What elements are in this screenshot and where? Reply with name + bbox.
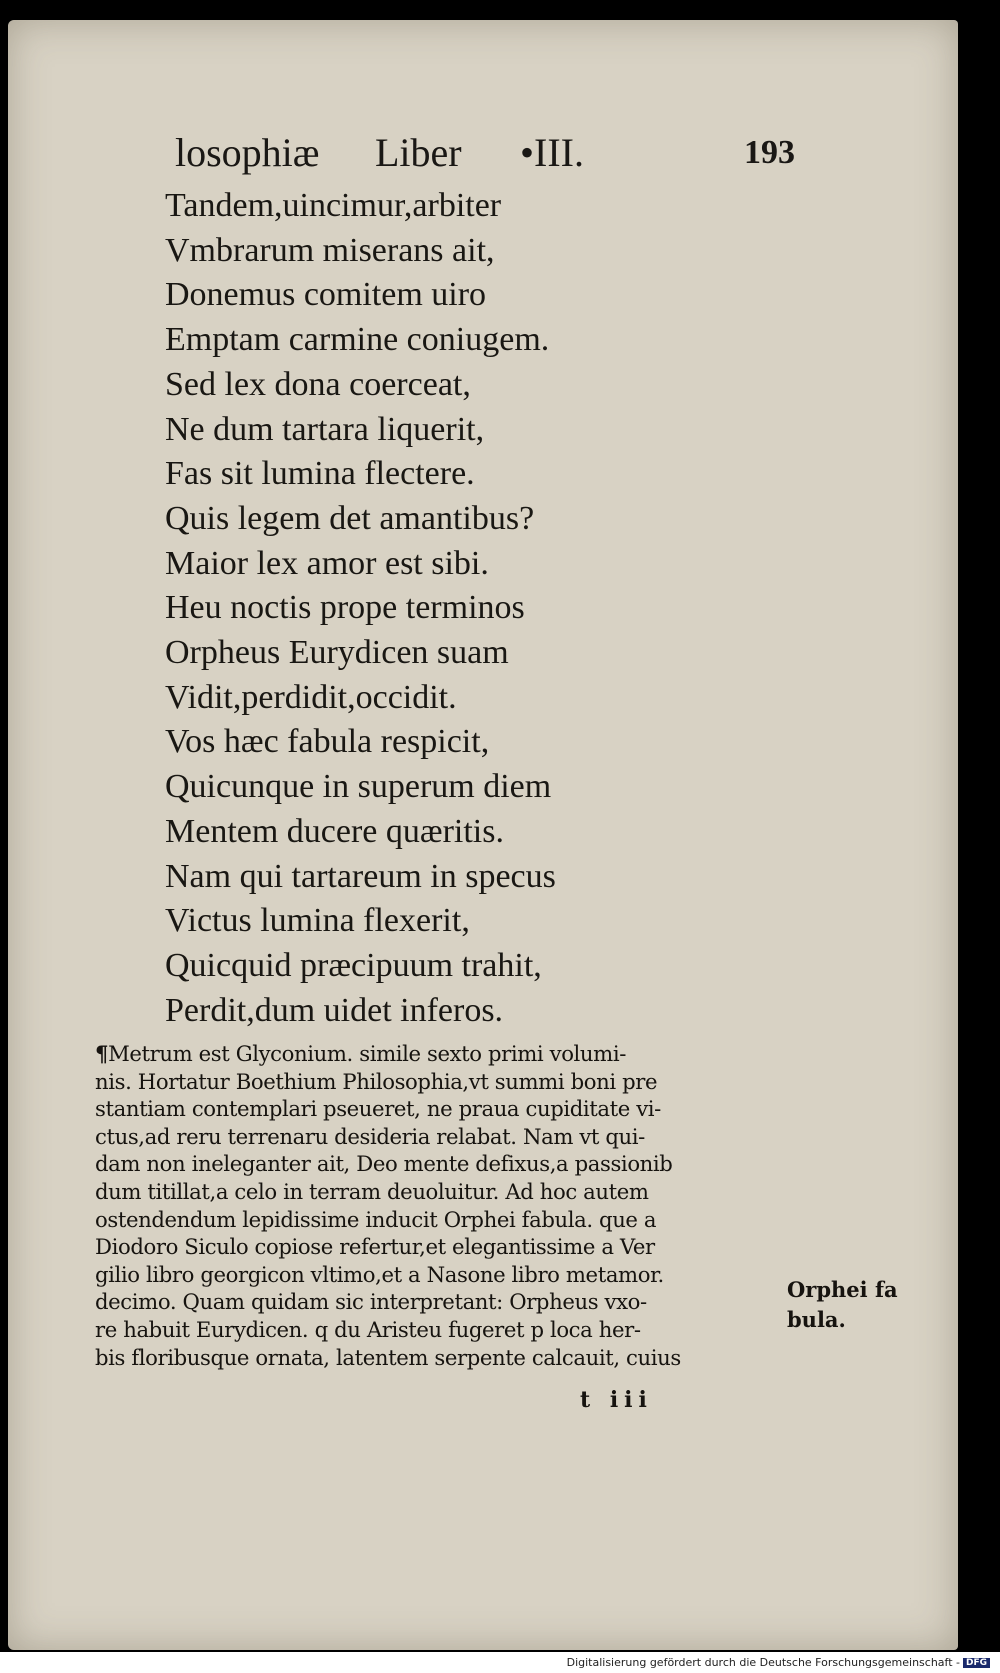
credit-text: Digitalisierung gefördert durch die Deutsche Forschungsgemeinschaft - — [566, 1656, 960, 1669]
verse-line: Quicquid præcipuum trahit, — [165, 946, 542, 984]
commentary-line: stantiam contemplari pseueret, ne praua cupiditate vi- — [95, 1096, 661, 1122]
commentary-line: nis. Hortatur Boethium Philosophia,vt summi boni pre — [95, 1068, 658, 1094]
verse-line: Sed lex dona coerceat, — [165, 365, 471, 403]
commentary-block — [95, 1040, 805, 1371]
verse-block — [165, 184, 685, 1033]
book-label: Liber — [375, 130, 462, 175]
commentary-line: decimo. Quam quidam sic interpretant: Orpheus vxo- — [95, 1289, 647, 1315]
verse-line: Ne dum tartara liquerit, — [165, 410, 485, 448]
running-title: losophiæ — [175, 130, 320, 175]
commentary-line: dum titillat,a celo in terram deuoluitur. Ad hoc autem — [95, 1178, 649, 1204]
digitization-credit — [567, 1656, 990, 1669]
commentary-line-text: Metrum est Glyconium. simile sexto primi volumi- — [108, 1041, 626, 1066]
commentary-line — [95, 1040, 805, 1068]
margin-note — [787, 1275, 898, 1335]
verse-line: Perdit,dum uidet inferos. — [165, 991, 504, 1029]
verse-line: Orpheus Eurydicen suam — [165, 634, 509, 672]
verse-line: Mentem ducere quæritis. — [165, 812, 504, 850]
verse-line: Donemus comitem uiro — [165, 276, 487, 314]
verse-line: Nam qui tartareum in specus — [165, 857, 556, 895]
verse-line: Victus lumina flexerit, — [165, 902, 470, 940]
running-header — [175, 128, 795, 178]
pilcrow-mark: ¶ — [95, 1041, 109, 1066]
signature-mark: t iii — [580, 1387, 653, 1413]
commentary-line: re habuit Eurydicen. q du Aristeu fugeret p loca her- — [95, 1316, 641, 1342]
commentary-line: ostendendum lepidissime inducit Orphei fabula. que a — [95, 1206, 657, 1232]
commentary-line: bis floribusque ornata, latentem serpente calcauit, cuius — [95, 1344, 681, 1370]
margin-note-line: Orphei fa — [787, 1277, 898, 1302]
verse-line: Vos hæc fabula respicit, — [165, 723, 490, 761]
verse-line: Tandem,uincimur,arbiter — [165, 187, 502, 224]
verse-line: Quicunque in superum diem — [165, 768, 552, 806]
commentary-line: gilio libro georgicon vltimo,et a Nasone libro metamor. — [95, 1261, 664, 1287]
verse-line: Heu noctis prope terminos — [165, 589, 525, 627]
commentary-line: dam non ineleganter ait, Deo mente defixus,a passionib — [95, 1151, 673, 1177]
verse-line: Fas sit lumina flectere. — [165, 455, 475, 493]
commentary-line: ctus,ad reru terrenaru desideria relabat. Nam vt qui- — [95, 1123, 645, 1149]
book-number: •III. — [520, 130, 584, 175]
page-number: 193 — [744, 134, 795, 171]
verse-line: Emptam carmine coniugem. — [165, 321, 550, 359]
verse-line: Vidit,perdidit,occidit. — [165, 678, 457, 716]
verse-line: Vmbrarum miserans ait, — [165, 231, 495, 269]
margin-note-line: bula. — [787, 1307, 846, 1332]
verse-line: Maior lex amor est sibi. — [165, 544, 489, 582]
dfg-logo: DFG — [963, 1658, 990, 1668]
verse-line: Quis legem det amantibus? — [165, 499, 535, 537]
commentary-line: Diodoro Siculo copiose refertur,et elegantissime a Ver — [95, 1234, 655, 1260]
